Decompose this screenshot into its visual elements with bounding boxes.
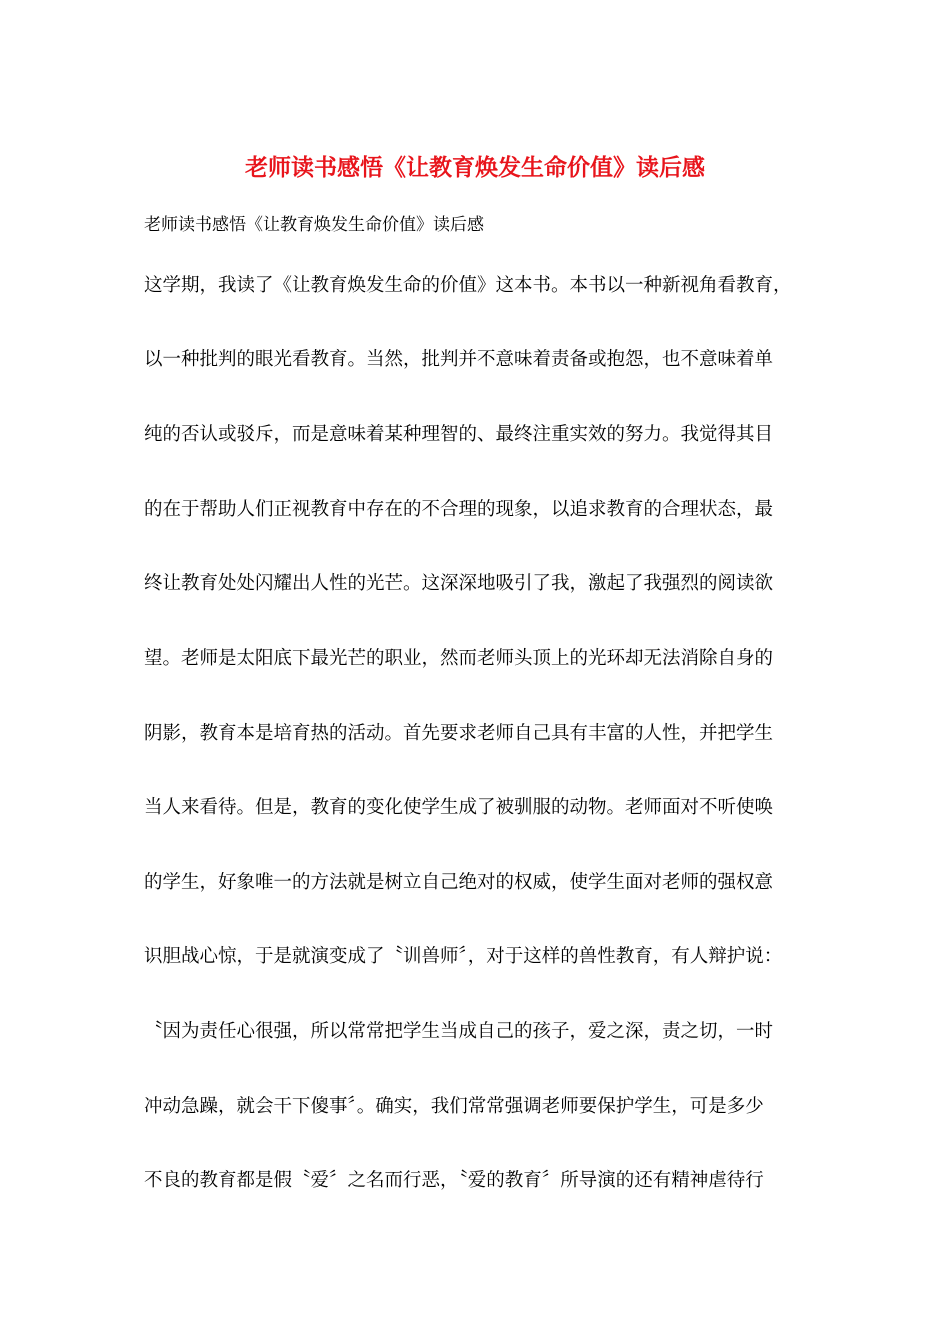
- paragraph-line: 的学生，好象唯一的方法就是树立自己绝对的权威，使学生面对老师的强权意: [144, 872, 774, 893]
- paragraph-line: 望。老师是太阳底下最光芒的职业，然而老师头顶上的光环却无法消除自身的: [144, 648, 774, 669]
- paragraph-line: 终让教育处处闪耀出人性的光芒。这深深地吸引了我，激起了我强烈的阅读欲: [144, 573, 774, 594]
- paragraph-line: 阴影，教育本是培育热的活动。首先要求老师自己具有丰富的人性，并把学生: [144, 723, 774, 744]
- document-title: 老师读书感悟《让教育焕发生命价值》读后感: [245, 154, 705, 181]
- paragraph-line: 识胆战心惊，于是就演变成了〝训兽师〞，对于这样的兽性教育，有人辩护说：: [144, 946, 783, 967]
- document-subtitle: 老师读书感悟《让教育焕发生命价值》读后感: [144, 215, 484, 235]
- paragraph-line: 纯的否认或驳斥，而是意味着某种理智的、最终注重实效的努力。我觉得其目: [144, 424, 774, 445]
- paragraph-line: 冲动急躁，就会干下傻事〞。确实，我们常常强调老师要保护学生，可是多少: [144, 1096, 764, 1117]
- paragraph-line: 的在于帮助人们正视教育中存在的不合理的现象，以追求教育的合理状态，最: [144, 499, 774, 520]
- paragraph-line: 这学期，我读了《让教育焕发生命的价值》这本书。本书以一种新视角看教育，: [144, 275, 792, 296]
- paragraph-line: 当人来看待。但是，教育的变化使学生成了被驯服的动物。老师面对不听使唤: [144, 797, 774, 818]
- paragraph-line: 〝因为责任心很强，所以常常把学生当成自己的孩子，爱之深，责之切，一时: [144, 1021, 774, 1042]
- paragraph-line: 不良的教育都是假〝爱〞之名而行恶，〝爱的教育〞所导演的还有精神虐待行: [144, 1170, 764, 1191]
- paragraph-line: 以一种批判的眼光看教育。当然，批判并不意味着责备或抱怨，也不意味着单: [144, 349, 774, 370]
